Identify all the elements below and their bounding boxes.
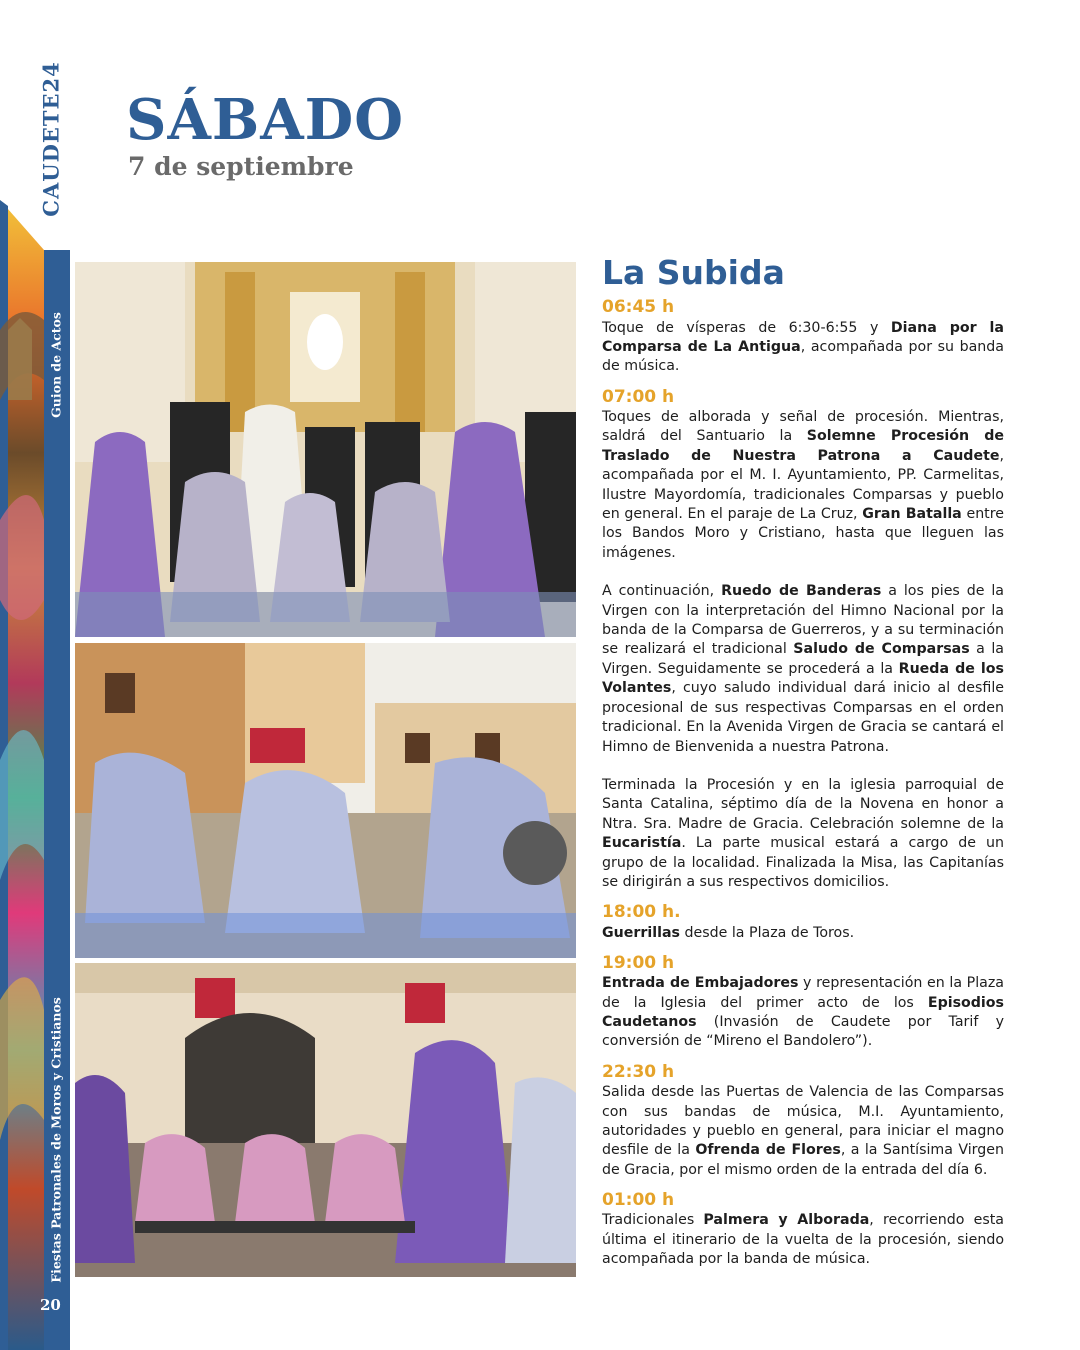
entry-time: 19:00 h — [602, 953, 675, 974]
paragraph-text: , cuyo saludo individual dará inicio al desfile procesional de sus respectivas Comparsas en el orden tradicional. En la Avenida Virgen de Gracia se cantará el Himno de Bienvenida a nuestra Patrona. — [602, 680, 1004, 755]
highlighted-text: Ruedo de Banderas — [721, 583, 882, 600]
paragraph-text: , recorriendo esta última el itinerario de la vuelta de la procesión, siendo acompañada por la banda de música. — [602, 1212, 1004, 1268]
highlighted-text: Palmera y Alborada — [703, 1212, 870, 1229]
paragraph-text: A continuación, — [602, 583, 722, 600]
highlighted-text: Diana por la Comparsa de La Antigua — [602, 319, 1004, 355]
photo-plaza-children — [75, 963, 576, 1277]
paragraph-text: a los pies de la Virgen con la interpretación del Himno Nacional por la banda de la Comparsa de Guerreros, y a su terminación se realizará el tradicional — [602, 583, 1004, 658]
photo-altar-group — [75, 262, 576, 637]
entry-paragraph — [602, 582, 1004, 757]
paragraph-text: Salida desde las Puertas de Valencia de las Comparsas con sus bandas de música, M.I. Ayuntamiento, autoridades y pueblo en general, para iniciar el magno desfile de la — [602, 1084, 1004, 1159]
paragraph-text: . La parte musical estará a cargo de un grupo de la localidad. Finalizada la Misa, las Capitanías se dirigirán a sus respectivos domicilios. — [602, 835, 1004, 890]
paragraph-text: , acompañada por el M. I. Ayuntamiento, PP. Carmelitas, Ilustre Mayordomía, tradicionales Comparsas y pueblo en general. En el paraje de La Cruz, — [602, 447, 1004, 523]
entry-time: 18:00 h. — [602, 902, 681, 923]
paragraph-text: Toques de alborada y señal de procesión. Mientras, saldrá del Santuario la — [602, 409, 1004, 445]
program-entry — [602, 1062, 1004, 1180]
entry-paragraph — [602, 1083, 1004, 1180]
paragraph-text: a la Virgen. Seguidamente se procederá a la — [602, 641, 1004, 677]
entry-paragraph — [602, 319, 1004, 377]
paragraph-text: y representación en la Plaza de la Iglesia del primer acto de los — [602, 975, 1004, 1011]
highlighted-text: Guerrillas — [602, 924, 680, 941]
publication-label-vertical: Fiestas Patronales de Moros y Cristianos — [48, 997, 64, 1283]
highlighted-text: Solemne Procesión de Traslado de Nuestra Patrona a Caudete — [602, 428, 1004, 464]
highlighted-text: Eucaristía — [602, 835, 682, 852]
entry-paragraph — [602, 924, 1004, 943]
highlighted-text: Ofrenda de Flores — [695, 1142, 841, 1159]
highlighted-text: Rueda de los Volantes — [602, 660, 1004, 697]
entry-paragraph — [602, 1211, 1004, 1269]
highlighted-text: Gran Batalla — [862, 506, 962, 523]
section-label-vertical: Guion de Actos — [48, 312, 64, 418]
highlighted-text: Entrada de Embajadores — [602, 975, 799, 992]
entry-paragraph — [602, 408, 1004, 563]
paragraph-text: (Invasión de Caudete por Tarif y conversión de “Mireno el Bandolero”). — [602, 1014, 1004, 1050]
program-entry — [602, 297, 1004, 376]
program-column — [602, 255, 1004, 1280]
page-number: 20 — [40, 1296, 61, 1314]
paragraph-text: Tradicionales — [602, 1212, 704, 1229]
highlighted-text: Episodios Caudetanos — [602, 994, 1004, 1031]
paragraph-text: , a la Santísima Virgen de Gracia, por el mismo orden de la entrada del día 6. — [602, 1142, 1004, 1178]
logo-text: CAUDETE24 — [38, 61, 64, 217]
paragraph-text: Terminada la Procesión y en la iglesia parroquial de Santa Catalina, séptimo día de la Novena en honor a Ntra. Sra. Madre de Gracia. Celebración solemne de la — [602, 776, 1004, 832]
paragraph-text: entre los Bandos Moro y Cristiano, hasta que lleguen las imágenes. — [602, 506, 1004, 561]
photo-street-dance-image — [75, 643, 576, 958]
photo-altar-group-image — [75, 262, 576, 637]
entry-time: 01:00 h — [602, 1190, 675, 1211]
program-entry — [602, 387, 1004, 893]
day-title: SÁBADO — [126, 87, 405, 153]
entry-paragraph — [602, 974, 1004, 1052]
entry-time: 07:00 h — [602, 386, 675, 407]
program-entry — [602, 1190, 1004, 1269]
highlighted-text: Saludo de Comparsas — [793, 641, 970, 658]
caudete-logo — [28, 61, 74, 217]
section-title: La Subida — [602, 253, 785, 292]
program-entry — [602, 953, 1004, 1052]
paragraph-text: desde la Plaza de Toros. — [679, 924, 855, 941]
paragraph-text: , acompañada por su banda de música. — [602, 338, 1004, 375]
date-subtitle: 7 de septiembre — [128, 152, 354, 181]
photo-plaza-children-image — [75, 963, 576, 1277]
entry-paragraph — [602, 776, 1004, 892]
program-entry — [602, 902, 1004, 943]
program-entries — [602, 297, 1004, 1269]
entry-time: 06:45 h — [602, 297, 675, 318]
entry-time: 22:30 h — [602, 1061, 675, 1082]
photo-street-dance — [75, 643, 576, 958]
paragraph-text: Toque de vísperas de 6:30-6:55 y — [602, 319, 891, 336]
